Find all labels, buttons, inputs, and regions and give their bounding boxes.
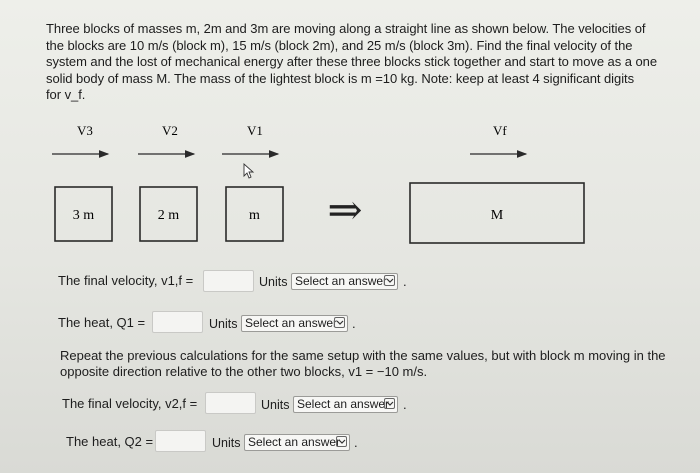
punctuation: .	[403, 274, 407, 289]
select-value: Select an answer	[297, 397, 390, 411]
chevron-down-icon	[336, 436, 347, 447]
final-velocity-1-units-select[interactable]	[291, 273, 398, 290]
final-velocity-2-input[interactable]	[205, 392, 256, 414]
chevron-down-icon	[384, 398, 395, 409]
final-velocity-1-label: The final velocity, v1,f =	[58, 273, 194, 288]
mouse-cursor-icon	[244, 164, 253, 178]
heat-1-label: The heat, Q1 =	[58, 315, 146, 330]
select-value: Select an answer	[295, 274, 388, 288]
implies-arrow-icon: ⇒	[327, 188, 363, 234]
select-value: Select an answer	[248, 435, 341, 449]
block-label-3m: 3 m	[72, 208, 95, 223]
punctuation: .	[403, 397, 407, 412]
block-label-m: m	[249, 208, 260, 223]
repeat-instructions: Repeat the previous calculations for the same setup with the same values, but with block m moving in the opposite direction relative to the other two blocks, v1 = −10 m/s.	[60, 348, 666, 379]
velocity-label-v1: V1	[247, 123, 263, 138]
final-velocity-1-units-label: Units	[259, 275, 288, 289]
heat-1-units-select[interactable]	[241, 315, 348, 332]
heat-2-units-select[interactable]	[244, 434, 350, 451]
select-value: Select an answer	[245, 316, 338, 330]
final-velocity-2-units-select[interactable]	[293, 396, 398, 413]
problem-statement: Three blocks of masses m, 2m and 3m are moving along a straight line as shown below. The velocities of the blocks are 10 m/s (block m), 15 m/s (block 2m), and 25 m/s (block 3m). Find the final velocity of the system and the lost of mechanical energy after these three blocks stick together and start to move as a one solid body of mass M. The mass of the lightest block is m =10 kg. Note: keep at least 4 significant digits for v_f.	[46, 21, 658, 103]
chevron-down-icon	[334, 317, 345, 328]
velocity-label-v2: V2	[162, 123, 178, 138]
final-velocity-2-units-label: Units	[261, 398, 290, 412]
final-velocity-1-input[interactable]	[203, 270, 254, 292]
heat-1-input[interactable]	[152, 311, 203, 333]
punctuation: .	[354, 435, 358, 450]
heat-2-input[interactable]	[155, 430, 206, 452]
final-velocity-2-label: The final velocity, v2,f =	[62, 396, 198, 411]
block-label-2m: 2 m	[157, 208, 180, 223]
heat-2-units-label: Units	[212, 436, 241, 450]
chevron-down-icon	[384, 275, 395, 286]
velocity-label-vf: Vf	[493, 123, 507, 138]
punctuation: .	[352, 316, 356, 331]
block-label-M: M	[490, 208, 504, 223]
velocity-label-v3: V3	[77, 123, 93, 138]
heat-1-units-label: Units	[209, 317, 238, 331]
heat-2-label: The heat, Q2 =	[66, 434, 154, 449]
